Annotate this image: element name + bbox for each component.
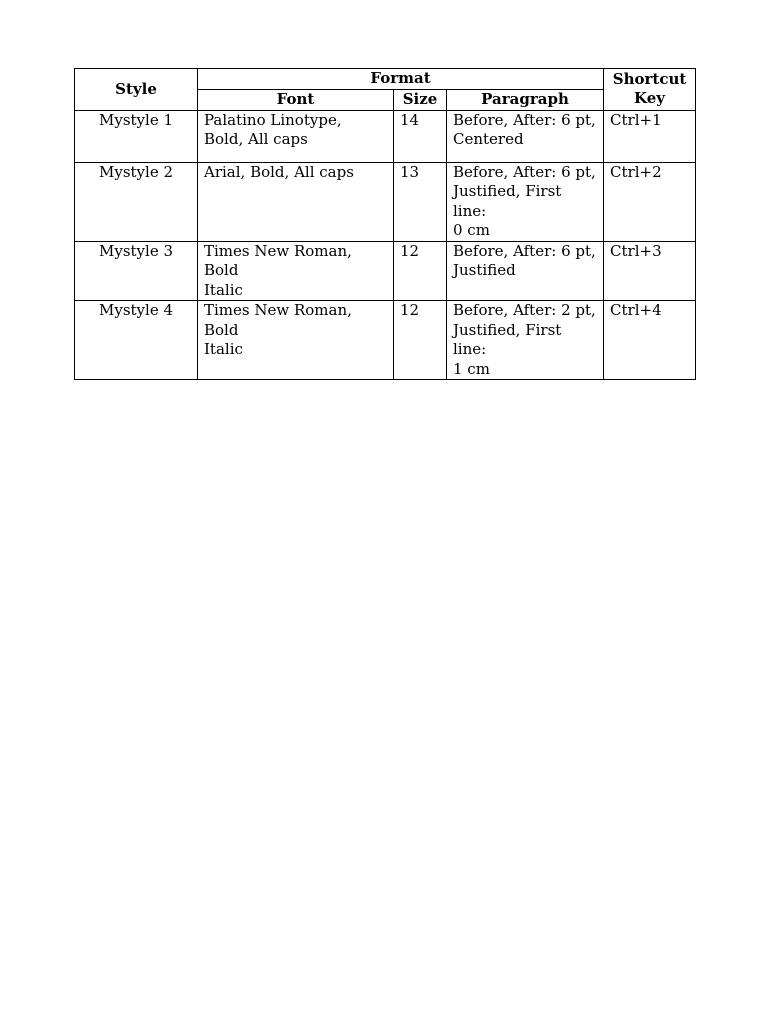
font-line: Bold	[204, 261, 239, 279]
header-format: Format	[198, 69, 604, 90]
font-line: Palatino Linotype,	[204, 110, 342, 129]
paragraph-line: Before, After: 6 pt,	[453, 162, 596, 181]
table-row	[75, 241, 696, 301]
font-line: Arial, Bold, All caps	[204, 162, 354, 181]
size-cell: 12	[394, 241, 447, 301]
style-name-cell: Mystyle 2	[75, 162, 198, 241]
header-shortcut-line1: Shortcut	[612, 69, 687, 88]
font-line: Italic	[204, 340, 243, 358]
paragraph-line: Before, After: 2 pt,	[453, 301, 596, 319]
shortcut-cell: Ctrl+4	[604, 301, 696, 380]
paragraph-line: Before, After: 6 pt,	[453, 241, 596, 260]
paragraph-line: 1 cm	[453, 359, 490, 378]
style-name-cell: Mystyle 1	[75, 110, 198, 162]
shortcut-cell: Ctrl+1	[604, 110, 696, 162]
style-name-cell: Mystyle 4	[75, 301, 198, 380]
font-line: Times New Roman,	[204, 241, 352, 260]
font-cell	[198, 110, 394, 162]
size-cell: 14	[394, 110, 447, 162]
font-line: Times New Roman,	[204, 301, 352, 319]
header-font: Font	[198, 90, 394, 111]
paragraph-line: Justified, First line:	[453, 182, 562, 220]
shortcut-cell: Ctrl+2	[604, 162, 696, 241]
font-line: Bold, All caps	[204, 130, 308, 148]
paragraph-line: Justified, First line:	[453, 320, 562, 358]
paragraph-cell	[447, 241, 604, 301]
paragraph-line: Justified	[453, 261, 516, 279]
header-shortcut-line2: Key	[634, 89, 666, 108]
table-row	[75, 301, 696, 380]
paragraph-cell	[447, 301, 604, 380]
paragraph-line: Centered	[453, 130, 524, 148]
header-row-top	[75, 69, 696, 90]
header-size: Size	[394, 90, 447, 111]
header-paragraph: Paragraph	[447, 90, 604, 111]
shortcut-cell: Ctrl+3	[604, 241, 696, 301]
header-shortcut-key	[604, 69, 696, 111]
font-line: Italic	[204, 280, 243, 299]
paragraph-line: 0 cm	[453, 221, 490, 239]
styles-table	[74, 68, 696, 380]
font-cell	[198, 301, 394, 380]
table-row	[75, 110, 696, 162]
font-cell	[198, 241, 394, 301]
header-style: Style	[75, 69, 198, 111]
font-cell	[198, 162, 394, 241]
style-name-cell: Mystyle 3	[75, 241, 198, 301]
size-cell: 12	[394, 301, 447, 380]
table-row	[75, 162, 696, 241]
size-cell: 13	[394, 162, 447, 241]
paragraph-cell	[447, 110, 604, 162]
font-line: Bold	[204, 320, 239, 339]
paragraph-cell	[447, 162, 604, 241]
paragraph-line: Before, After: 6 pt,	[453, 110, 596, 129]
